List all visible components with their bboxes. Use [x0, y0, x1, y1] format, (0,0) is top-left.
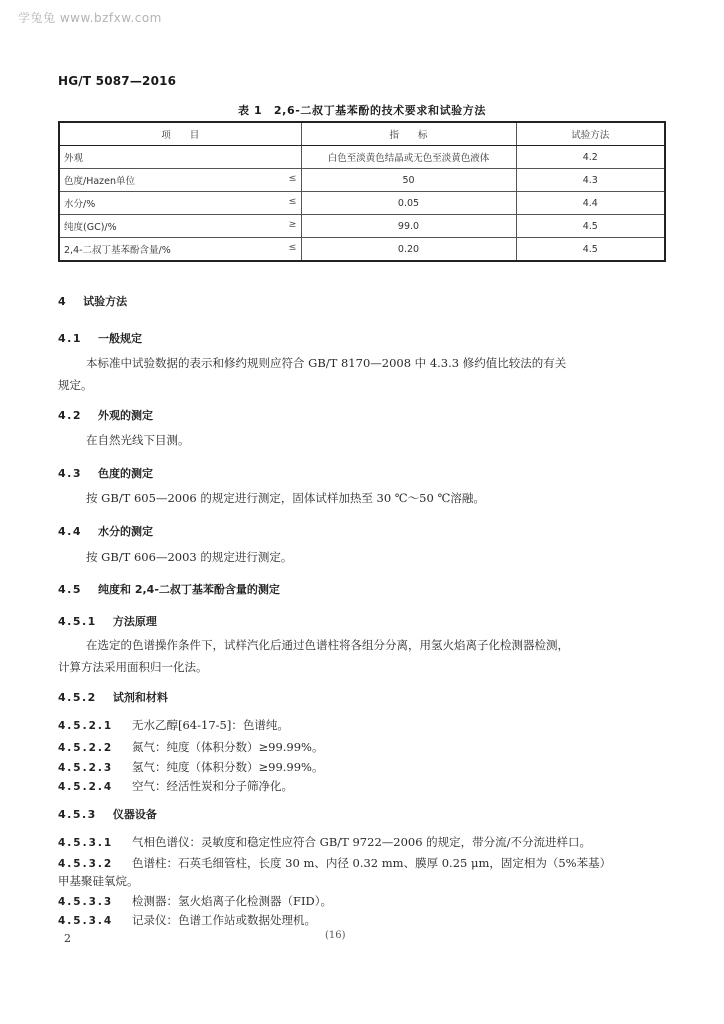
row-indicator: 0.05: [301, 192, 516, 215]
table-row: [59, 146, 665, 169]
paragraph-4-2: [58, 429, 666, 451]
equipment-item: [58, 893, 668, 909]
equipment-item: [58, 855, 668, 871]
row-item: 纯度(GC)/%: [64, 222, 117, 233]
row-method: 4.5: [516, 238, 665, 262]
spec-table: [58, 121, 666, 262]
section-4-4-heading: [58, 523, 153, 539]
section-title: 试剂和材料: [112, 691, 168, 704]
section-title: 色度的测定: [98, 467, 153, 480]
table-row: [59, 169, 665, 192]
paragraph-4-3: [58, 487, 666, 509]
paragraph-line: 按 GB/T 606—2003 的规定进行测定。: [86, 550, 293, 564]
header-method: 试验方法: [516, 122, 665, 146]
table-header-row: [59, 122, 665, 146]
section-number: 4.5.1: [58, 615, 97, 628]
header-indicator: 指 标: [301, 122, 516, 146]
section-number: 4.3: [58, 467, 82, 480]
equipment-item: [58, 912, 668, 928]
paragraph-line: 计算方法采用面积归一化法。: [58, 660, 208, 674]
section-4-heading: [58, 293, 127, 309]
section-4-5-2-heading: [58, 689, 168, 705]
section-title: 水分的测定: [98, 525, 153, 538]
section-number: 4.5.2: [58, 691, 97, 704]
row-relation: ≤: [288, 196, 297, 207]
reagent-item: [58, 717, 668, 733]
section-number: 4.5: [58, 583, 82, 596]
section-number: 4.2: [58, 409, 82, 422]
item-number: 4.5.3.4: [58, 915, 114, 927]
row-indicator: 白色至淡黄色结晶或无色至淡黄色液体: [301, 146, 516, 169]
row-relation: ≥: [288, 219, 297, 230]
item-text: 空气：经活性炭和分子筛净化。: [132, 779, 293, 793]
item-number: 4.5.2.3: [58, 762, 114, 774]
section-4-1-heading: [58, 330, 142, 346]
header-item: 项 目: [59, 122, 301, 146]
row-indicator: 0.20: [301, 238, 516, 262]
item-number: 4.5.3.3: [58, 896, 114, 908]
section-number: 4.1: [58, 332, 82, 345]
item-number: 4.5.2.2: [58, 742, 114, 754]
row-method: 4.5: [516, 215, 665, 238]
section-title: 纯度和 2,4-二叔丁基苯酚含量的测定: [98, 583, 280, 596]
item-text: 氮气：纯度（体积分数）≥99.99%。: [132, 740, 324, 754]
section-4-5-3-heading: [58, 806, 157, 822]
row-method: 4.2: [516, 146, 665, 169]
standard-code: HG/T 5087—2016: [58, 74, 177, 88]
section-title: 试验方法: [83, 295, 128, 308]
section-4-3-heading: [58, 465, 153, 481]
section-4-5-1-heading: [58, 613, 157, 629]
section-4-2-heading: [58, 407, 153, 423]
row-method: 4.3: [516, 169, 665, 192]
item-text: 氢气：纯度（体积分数）≥99.99%。: [132, 760, 324, 774]
item-number: 4.5.2.4: [58, 781, 114, 793]
row-item: 2,4-二叔丁基苯酚含量/%: [64, 245, 171, 256]
paragraph-line: 在自然光线下目测。: [86, 433, 190, 447]
section-title: 一般规定: [98, 332, 142, 345]
equipment-item-continuation: 甲基聚硅氧烷。: [58, 874, 139, 888]
item-text: 色谱柱：石英毛细管柱，长度 30 m、内径 0.32 mm、膜厚 0.25 μm，固定相为（5%苯基）: [132, 856, 612, 870]
reagent-item: [58, 778, 668, 794]
row-method: 4.4: [516, 192, 665, 215]
item-number: 4.5.3.2: [58, 858, 114, 870]
row-item: 色度/Hazen单位: [64, 176, 136, 187]
item-text: 记录仪：色谱工作站或数据处理机。: [132, 913, 316, 927]
page-number: 2: [64, 932, 71, 945]
section-number: 4.5.3: [58, 808, 97, 821]
row-relation: ≤: [288, 173, 297, 184]
paragraph-line: 在选定的色谱操作条件下，试样汽化后通过色谱柱将各组分分离，用氢火焰离子化检测器检测，: [86, 638, 569, 652]
table-row: [59, 215, 665, 238]
item-number: 4.5.2.1: [58, 720, 114, 732]
row-item: 外观: [64, 153, 84, 164]
row-indicator: 99.0: [301, 215, 516, 238]
section-4-5-heading: [58, 581, 280, 597]
paragraph-line: 本标准中试验数据的表示和修约规则应符合 GB/T 8170—2008 中 4.3.3 修约值比较法的有关: [86, 356, 567, 370]
watermark: 学兔兔 www.bzfxw.com: [18, 11, 162, 25]
reagent-item: [58, 759, 668, 775]
row-indicator: 50: [301, 169, 516, 192]
table-title: 表 1 2,6-二叔丁基苯酚的技术要求和试验方法: [238, 104, 486, 117]
item-text: 无水乙醇[64-17-5]：色谱纯。: [132, 718, 289, 732]
paragraph-line: 规定。: [58, 378, 93, 392]
row-item: 水分/%: [64, 199, 96, 210]
table-row: [59, 238, 665, 262]
row-relation: ≤: [288, 242, 297, 253]
paragraph-4-1: [58, 352, 666, 396]
section-number: 4.4: [58, 525, 82, 538]
section-title: 方法原理: [112, 615, 157, 628]
reagent-item: [58, 739, 668, 755]
page-sequence: (16): [325, 930, 346, 941]
section-title: 外观的测定: [98, 409, 153, 422]
paragraph-4-4: [58, 546, 666, 568]
section-title: 仪器设备: [112, 808, 157, 821]
table-row: [59, 192, 665, 215]
paragraph-4-5-1: [58, 634, 666, 678]
paragraph-line: 按 GB/T 605—2006 的规定进行测定，固体试样加热至 30 ℃～50 ℃溶融。: [86, 491, 485, 505]
item-text: 气相色谱仪：灵敏度和稳定性应符合 GB/T 9722—2006 的规定，带分流/不分流进样口。: [132, 835, 592, 849]
item-number: 4.5.3.1: [58, 837, 114, 849]
item-text: 检测器：氢火焰离子化检测器（FID）。: [132, 894, 332, 908]
section-number: 4: [58, 295, 68, 308]
equipment-item: [58, 834, 668, 850]
